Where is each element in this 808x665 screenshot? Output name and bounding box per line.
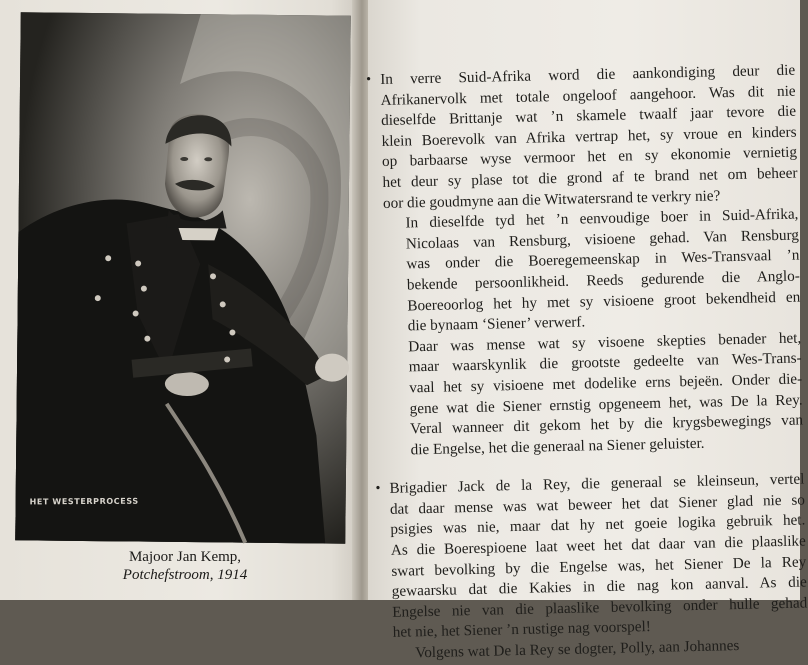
text-line: op barbaarse wyse vermoor het en sy ekonomie vernietig (381, 143, 798, 171)
body-text (380, 61, 808, 665)
text-line: Engelse nie van die plaaslike bevolking onder hulle gehad (392, 594, 808, 621)
text-line: Volgens wat De la Rey se dogter, Polly, aan Johannes (415, 637, 740, 662)
text-line: Daar was mense wat sy visoene skepties benader het, (408, 329, 802, 356)
text-line: In dieselfde tyd het ’n eenvoudige boer in Suid-Afrika, (405, 205, 799, 232)
text-line: Veral wanneer dit gekom het by die krygsbewegings van (409, 411, 804, 438)
paragraph-4 (389, 470, 808, 644)
paragraph-1 (380, 61, 798, 215)
text-line: • In verre Suid-Afrika word die aankondiging deur die (380, 61, 796, 88)
caption-place: Potchefstroom, 1914 (122, 567, 248, 583)
photo-caption (60, 548, 310, 584)
portrait-photo (15, 12, 351, 543)
text-line: gewaarsku dat die Kakies in die nag kon aanval. As die (391, 573, 807, 601)
text-line: Afrikanervolk met totale ongeloof aangehoor. Was dit nie (380, 82, 796, 109)
paragraph-3 (386, 328, 804, 461)
text-line: dat daar mense was wat beweer het dat Siener glad nie so (389, 491, 806, 518)
text-line: maar waarskynlik die grootste gedeelte van Wes-Trans- (408, 349, 802, 376)
text-line: As die Boerespioene laat weet het dat daar van die plaaslike (390, 532, 806, 559)
text-line: vaal het sy visioene met dodelike erns bejeën. Onder die- (409, 370, 803, 397)
text-line: dieselfde Brittanje wat ’n skamele twaalf jaar tevore die (380, 102, 797, 130)
text-line: oor die goudmyne aan die Witwatersrand te verkry nie? (382, 186, 721, 212)
paragraph-2 (383, 205, 801, 338)
text-line: Nicolaas van Rensburg, visioene gehad. Van Rensburg (405, 226, 800, 253)
text-line: psigies was nie, maar dat hy net goeie logika gebruik het. (390, 511, 806, 539)
text-line: Boereoorlog het hy met sy visioene groot bekendheid en (407, 288, 801, 314)
text-line: klein Boerevolk van Afrika vertrap het, sy vroue en kinders (381, 123, 797, 150)
text-line: het nie, het Siener ’n rustige nag voorspel! (392, 618, 652, 642)
caption-name: Majoor Jan Kemp, (128, 549, 242, 565)
text-line: die Engelse, het die generaal na Siener geluister. (410, 434, 705, 459)
text-line: die bynaam ‘Siener’ verwerf. (407, 313, 586, 335)
text-line: het deur sy plase tot die grond af te brand net om beheer (382, 164, 798, 191)
text-line: bekende persoonlikheid. Reeds gedurende die Anglo- (406, 267, 800, 294)
text-line: was onder die Boeregemeenskap in Wes-Transvaal ’n (406, 246, 800, 273)
text-line: gene wat die Siener ernstig opgeneem het, was De la Rey. (409, 390, 803, 417)
text-line: swart bevolking by die Engelse was, het Siener De la Rey (391, 553, 807, 580)
text-line: • Brigadier Jack de la Rey, die generaal se kleinseun, vertel (389, 470, 805, 498)
portrait-illustration (15, 12, 351, 543)
photo-imprint: HET WESTERPROCESS (29, 496, 139, 507)
